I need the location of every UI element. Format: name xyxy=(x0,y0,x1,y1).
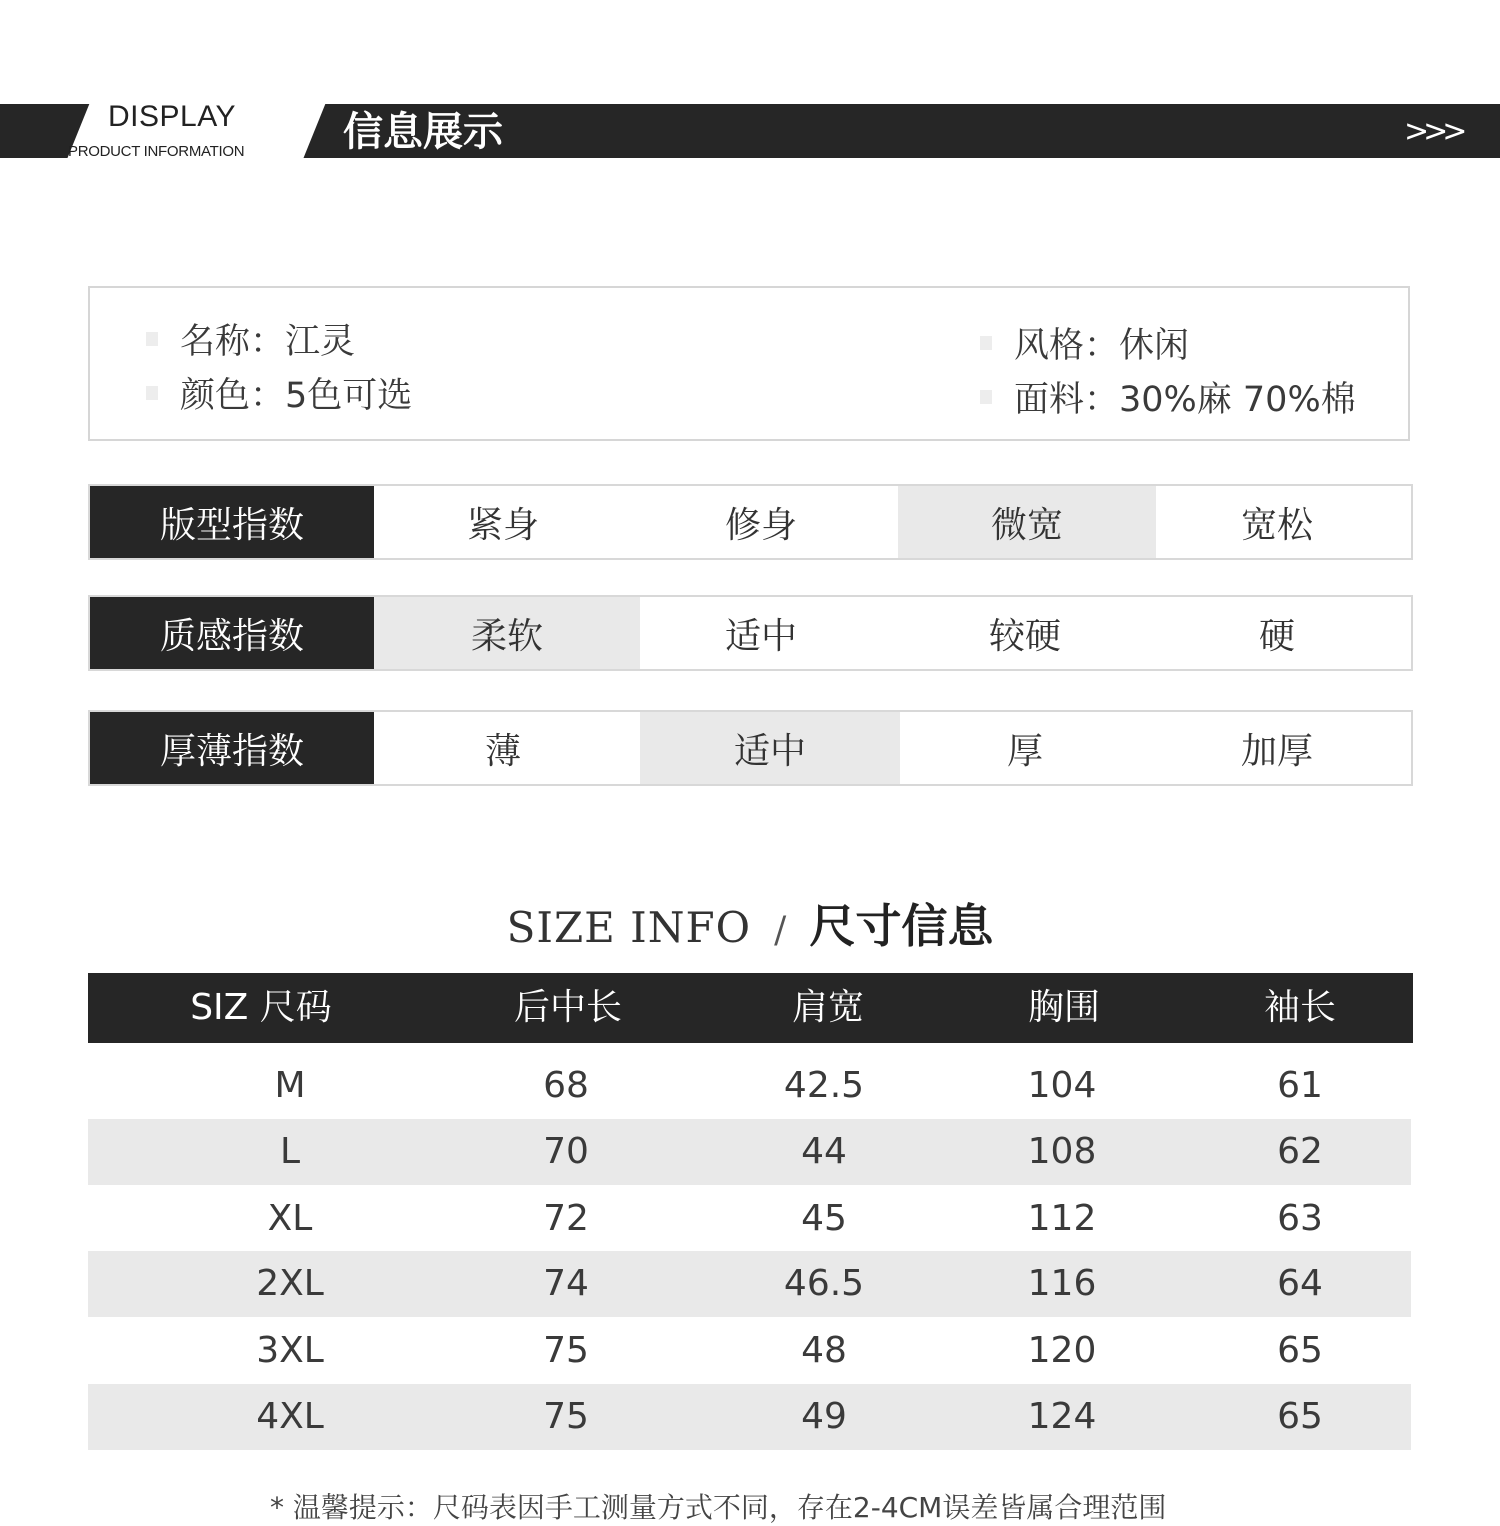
cell-sleeve: 65 xyxy=(1277,1396,1323,1437)
table-row xyxy=(88,1053,1411,1119)
cell-sleeve: 62 xyxy=(1277,1131,1323,1172)
table-row xyxy=(88,1251,1411,1317)
thickness-index-row xyxy=(88,710,1413,786)
cell-size: 2XL xyxy=(256,1263,324,1304)
table-row xyxy=(88,1186,1411,1252)
info-fabric xyxy=(980,370,1356,424)
header-back-length: 后中长 xyxy=(513,987,622,1028)
fit-option-3: 微宽 xyxy=(898,486,1156,558)
cell-shoulder: 48 xyxy=(801,1330,847,1371)
banner-chinese-title: 信息展示 xyxy=(343,108,503,155)
header-chest: 胸围 xyxy=(1027,987,1100,1028)
cell-sleeve: 64 xyxy=(1277,1263,1323,1304)
cell-shoulder: 46.5 xyxy=(783,1263,865,1304)
cell-back-length: 75 xyxy=(543,1396,589,1437)
cell-size: 4XL xyxy=(256,1396,324,1437)
thickness-option-3: 厚 xyxy=(1006,730,1043,772)
fit-option-2: 修身 xyxy=(724,504,797,546)
header-sleeve: 袖长 xyxy=(1263,987,1336,1028)
product-info-box xyxy=(88,286,1410,441)
bullet-icon xyxy=(146,386,158,400)
thickness-option-2: 适中 xyxy=(640,712,900,784)
size-info-english: SIZE INFO xyxy=(506,903,752,952)
texture-option-4: 硬 xyxy=(1258,615,1295,657)
thickness-option-1: 薄 xyxy=(484,730,521,772)
size-info-slash: / xyxy=(774,910,787,951)
bullet-icon xyxy=(146,332,158,346)
info-name-text: 名称：江灵 xyxy=(180,322,356,362)
texture-option-2: 适中 xyxy=(724,615,797,657)
table-row xyxy=(88,1384,1411,1450)
info-color-text: 颜色：5色可选 xyxy=(180,376,413,416)
header-shoulder: 肩宽 xyxy=(791,987,864,1028)
cell-back-length: 74 xyxy=(543,1263,589,1304)
texture-option-1: 柔软 xyxy=(374,597,640,669)
info-style-text: 风格：休闲 xyxy=(1014,326,1190,366)
thickness-index-label: 厚薄指数 xyxy=(90,712,374,784)
cell-back-length: 75 xyxy=(543,1330,589,1371)
info-color xyxy=(146,366,412,420)
bullet-icon xyxy=(980,336,992,350)
texture-option-3: 较硬 xyxy=(988,615,1061,657)
cell-chest: 104 xyxy=(1027,1065,1097,1106)
cell-chest: 124 xyxy=(1027,1396,1097,1437)
cell-size: L xyxy=(279,1131,301,1172)
cell-sleeve: 63 xyxy=(1277,1198,1323,1239)
cell-sleeve: 65 xyxy=(1277,1330,1323,1371)
info-style xyxy=(980,316,1356,370)
size-table-header xyxy=(88,973,1413,1043)
chevrons-right-icon: >>> xyxy=(1404,114,1462,149)
cell-chest: 112 xyxy=(1027,1198,1097,1239)
cell-shoulder: 42.5 xyxy=(783,1065,865,1106)
cell-sleeve: 61 xyxy=(1277,1065,1323,1106)
size-info-title xyxy=(0,890,1500,956)
texture-index-label: 质感指数 xyxy=(90,597,374,669)
measurement-note: * 温馨提示：尺码表因手工测量方式不同，存在2-4CM误差皆属合理范围 xyxy=(270,1491,1167,1524)
cell-shoulder: 45 xyxy=(801,1198,847,1239)
info-name xyxy=(146,312,412,366)
cell-size: 3XL xyxy=(256,1330,324,1371)
cell-back-length: 72 xyxy=(543,1198,589,1239)
cell-chest: 108 xyxy=(1027,1131,1097,1172)
texture-index-row xyxy=(88,595,1413,671)
fit-option-4: 宽松 xyxy=(1240,504,1313,546)
cell-shoulder: 44 xyxy=(801,1131,847,1172)
cell-chest: 116 xyxy=(1027,1263,1097,1304)
fit-index-row xyxy=(88,484,1413,560)
table-row xyxy=(88,1119,1411,1185)
table-row xyxy=(88,1318,1411,1384)
cell-size: XL xyxy=(267,1198,313,1239)
bullet-icon xyxy=(980,390,992,404)
fit-option-1: 紧身 xyxy=(466,504,539,546)
info-fabric-text: 面料：30%麻 70%棉 xyxy=(1014,380,1356,420)
cell-size: M xyxy=(274,1065,306,1106)
cell-back-length: 68 xyxy=(543,1065,589,1106)
header-size: SIZ 尺码 xyxy=(190,987,332,1028)
cell-shoulder: 49 xyxy=(801,1396,847,1437)
cell-back-length: 70 xyxy=(543,1131,589,1172)
cell-chest: 120 xyxy=(1027,1330,1097,1371)
banner-english-title: DISPLAY xyxy=(108,100,236,133)
size-info-chinese: 尺寸信息 xyxy=(809,899,994,953)
thickness-option-4: 加厚 xyxy=(1240,730,1313,772)
fit-index-label: 版型指数 xyxy=(90,486,374,558)
banner-english-subtitle: PRODUCT INFORMATION xyxy=(68,143,245,160)
